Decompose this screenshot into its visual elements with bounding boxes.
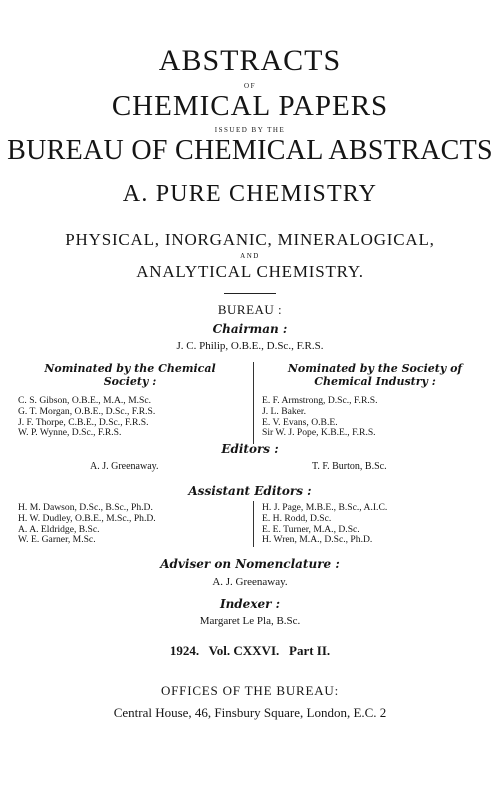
- title-abstracts: ABSTRACTS: [158, 44, 342, 77]
- left-nominated-heading-line-2: Society :: [103, 375, 157, 388]
- indexer-heading: Indexer :: [219, 597, 281, 611]
- title-chemical-papers: CHEMICAL PAPERS: [111, 90, 389, 122]
- subjects-line-1: PHYSICAL, INORGANIC, MINERALOGICAL,: [65, 230, 435, 249]
- list-item: H. M. Dawson, D.Sc., B.Sc., Ph.D.: [18, 502, 153, 513]
- list-item: H. Wren, M.A., D.Sc., Ph.D.: [262, 534, 373, 546]
- volume-number: Vol. CXXVI.: [208, 643, 280, 658]
- left-members-list: [18, 396, 155, 439]
- right-nominated-heading-line-2: Chemical Industry :: [314, 375, 436, 388]
- section-title: A. PURE CHEMISTRY: [122, 181, 378, 207]
- offices-heading: OFFICES OF THE BUREAU:: [160, 683, 340, 698]
- offices-address: Central House, 46, Finsbury Square, London, E.C. 2: [113, 705, 387, 720]
- editor-left: A. J. Greenaway.: [90, 461, 159, 472]
- title-bureau: BUREAU OF CHEMICAL ABSTRACTS: [7, 135, 493, 166]
- bureau-column-divider: [253, 362, 254, 444]
- adviser-heading: Adviser on Nomenclature :: [160, 557, 340, 571]
- subjects-and: AND: [240, 252, 260, 260]
- list-item: E. V. Evans, O.B.E.: [262, 416, 338, 428]
- subjects-line-2: ANALYTICAL CHEMISTRY.: [136, 262, 364, 281]
- left-nominated-heading-line-1: Nominated by the Chemical: [44, 362, 216, 375]
- assistant-editors-heading: Assistant Editors :: [188, 484, 312, 498]
- editors-heading: Editors :: [221, 442, 279, 456]
- list-item: W. P. Wynne, D.Sc., F.R.S.: [18, 427, 122, 439]
- right-nominated-heading-line-1: Nominated by the Society of: [287, 362, 463, 375]
- right-nominated-heading: [262, 362, 488, 388]
- list-item: G. T. Morgan, O.B.E., D.Sc., F.R.S.: [18, 405, 156, 417]
- list-item: H. J. Page, M.B.E., B.Sc., A.I.C.: [262, 502, 388, 513]
- list-item: E. H. Rodd, D.Sc.: [262, 512, 332, 524]
- volume-part: Part II.: [289, 643, 331, 658]
- list-item: W. E. Garner, M.Sc.: [18, 534, 96, 546]
- list-item: H. W. Dudley, O.B.E., M.Sc., Ph.D.: [18, 512, 156, 524]
- list-item: J. L. Baker.: [262, 405, 306, 417]
- title-of: OF: [244, 82, 256, 90]
- list-item: E. E. Turner, M.A., D.Sc.: [262, 523, 360, 535]
- volume-year: 1924.: [169, 643, 200, 658]
- list-item: E. F. Armstrong, D.Sc., F.R.S.: [262, 395, 378, 406]
- right-members-list: [262, 396, 377, 439]
- title-issued-by: ISSUED BY THE: [214, 126, 286, 134]
- list-item: J. F. Thorpe, C.B.E., D.Sc., F.R.S.: [18, 416, 149, 428]
- adviser-name: A. J. Greenaway.: [212, 576, 288, 588]
- bureau-heading: BUREAU :: [217, 302, 283, 317]
- chairman-heading: Chairman :: [212, 322, 288, 336]
- list-item: A. A. Eldridge, B.Sc.: [18, 523, 100, 535]
- volume-line: [0, 643, 500, 659]
- list-item: C. S. Gibson, O.B.E., M.A., M.Sc.: [18, 395, 151, 406]
- chairman-name: J. C. Philip, O.B.E., D.Sc., F.R.S.: [176, 340, 324, 352]
- editor-right: T. F. Burton, B.Sc.: [312, 461, 387, 472]
- left-nominated-heading: [20, 362, 240, 388]
- assistant-left-list: [18, 503, 156, 546]
- divider-rule: [224, 293, 276, 294]
- indexer-name: Margaret Le Pla, B.Sc.: [199, 615, 301, 627]
- assistant-right-list: [262, 503, 387, 546]
- list-item: Sir W. J. Pope, K.B.E., F.R.S.: [262, 427, 376, 439]
- assistant-column-divider: [253, 501, 254, 547]
